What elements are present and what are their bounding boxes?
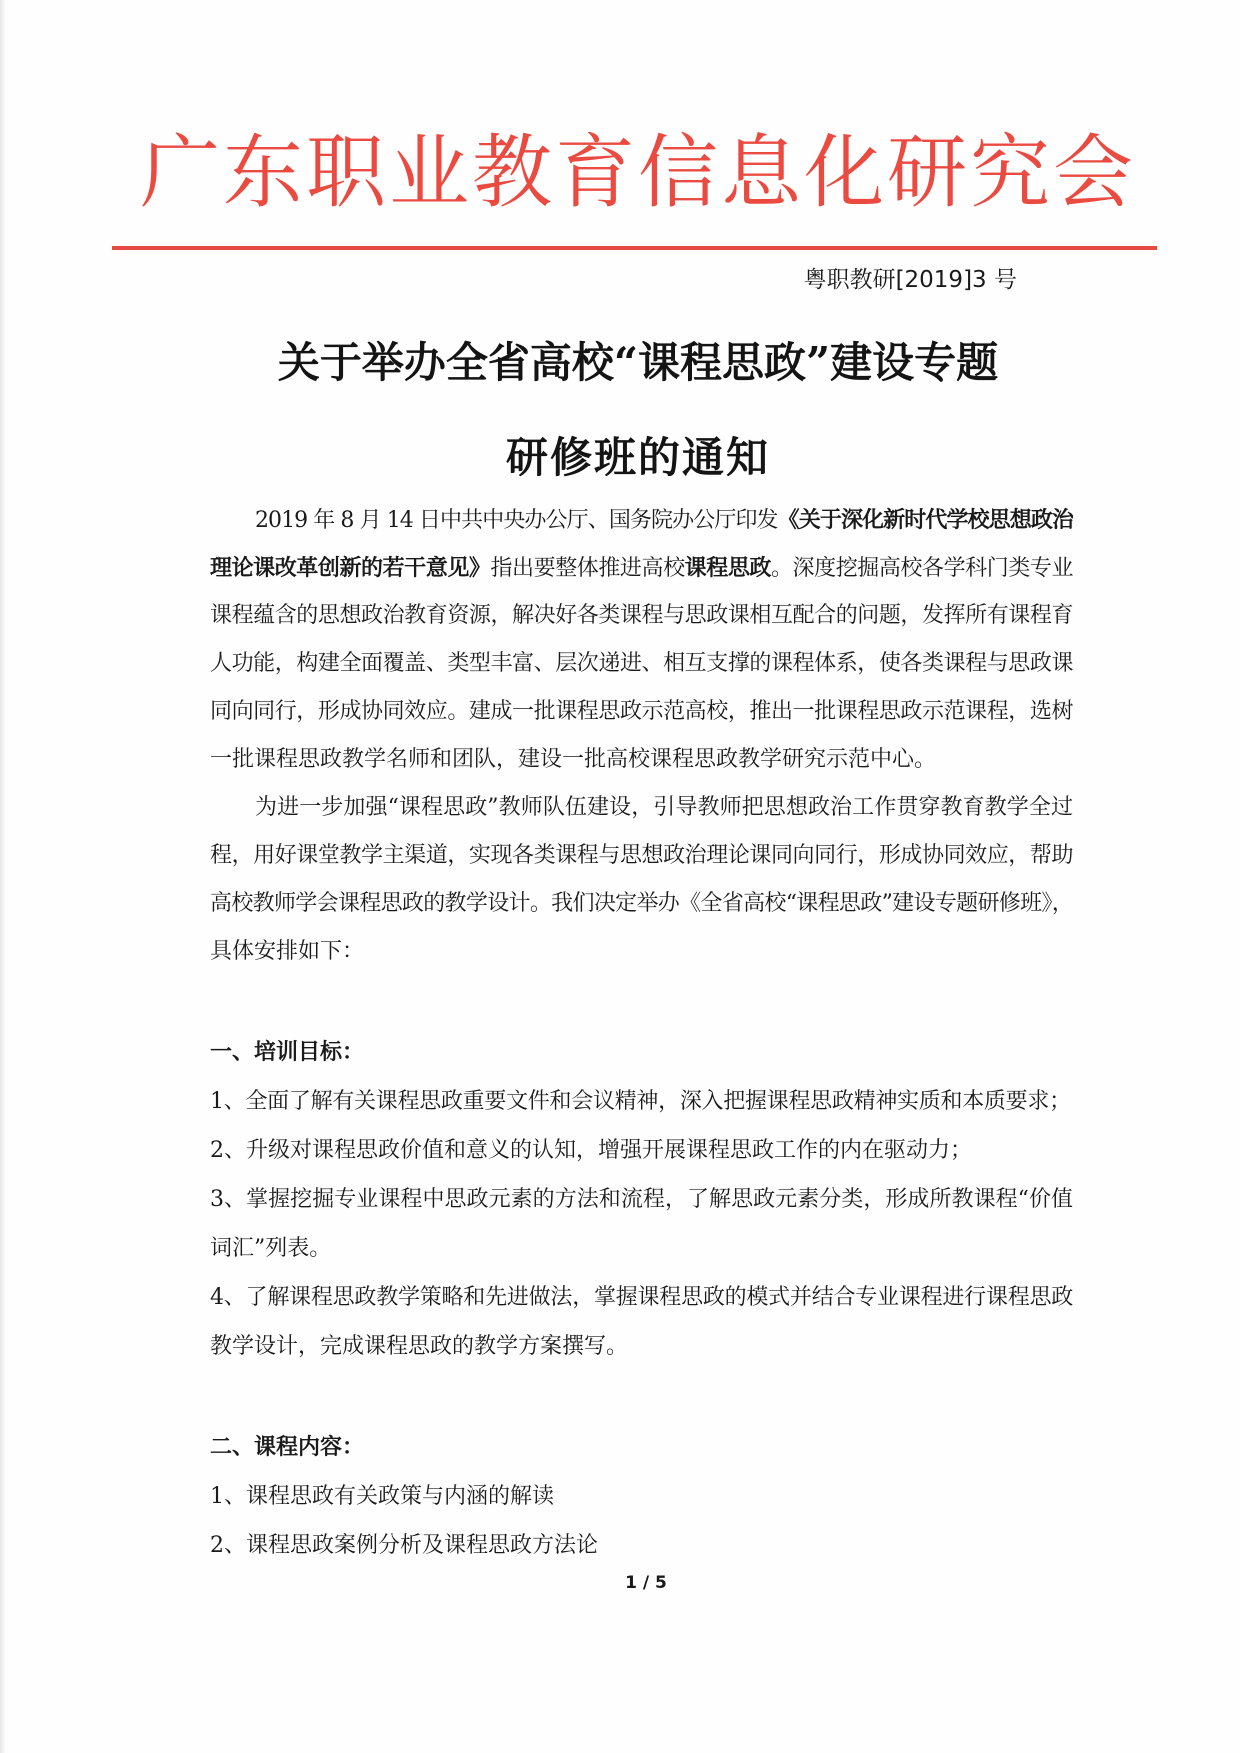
text-line (210, 1521, 1073, 1570)
text-line (210, 592, 1073, 640)
text-segment: 3、掌握挖掘专业课程中思政元素的方法和流程，了解思政元素分类，形成所教课程“价值 (210, 1187, 1073, 1212)
bold-text: 《关于深化新时代学校思想政治 (777, 507, 1073, 533)
text-line (210, 1322, 1073, 1371)
letterhead-organization-name: 广东职业教育信息化研究会 (140, 126, 1136, 219)
text-line (210, 880, 1073, 928)
text-segment: 4、了解课程思政教学策略和先进做法，掌握课程思政的模式并结合专业课程进行课程思政 (210, 1285, 1073, 1310)
letterhead-red-rule (112, 246, 1157, 250)
text-line (210, 1224, 1073, 1273)
text-segment: 具体安排如下： (210, 939, 365, 964)
text-segment: 2019 年 8 月 14 日中共中央办公厅、国务院办公厅印发 (255, 508, 778, 533)
document-body (210, 496, 1073, 1570)
bold-text: 课程思政 (684, 555, 771, 581)
list-item (210, 1126, 1073, 1175)
text-line (210, 496, 1073, 544)
text-line (210, 1472, 1073, 1521)
text-segment: 一批课程思政教学名师和团队，建设一批高校课程思政教学研究示范中心。 (210, 747, 937, 772)
list-item (210, 1273, 1073, 1371)
list-item (210, 1521, 1073, 1570)
section-heading: 二、课程内容： (210, 1434, 365, 1460)
list-item (210, 1472, 1073, 1521)
text-segment: 课程蕴含的思想政治教育资源，解决好各类课程与思政课相互配合的问题，发挥所有课程育 (210, 603, 1073, 628)
document-number: 粤职教研[2019]3 号 (803, 267, 1017, 293)
text-segment: 2、课程思政案例分析及课程思政方法论 (210, 1533, 598, 1558)
text-line (210, 1126, 1073, 1175)
section-block (210, 1423, 1073, 1570)
text-line (210, 1273, 1073, 1322)
text-segment: 1、课程思政有关政策与内涵的解读 (210, 1484, 554, 1509)
bold-text: 理论课改革创新的若干意见》 (210, 555, 491, 581)
text-segment: 高校教师学会课程思政的教学设计。我们决定举办《全省高校“课程思政”建设专题研修班》， (210, 891, 1073, 916)
page-number: 1 / 5 (625, 1573, 667, 1593)
text-segment: 为进一步加强“课程思政”教师队伍建设，引导教师把思想政治工作贯穿教育教学全过 (255, 795, 1073, 820)
scan-edge-shadow (0, 0, 6, 1753)
text-line (210, 688, 1073, 736)
intro-paragraph (210, 784, 1073, 976)
text-segment: 。深度挖掘高校各学科门类专业 (770, 556, 1073, 581)
section-block (210, 1028, 1073, 1371)
text-segment: 2、升级对课程思政价值和意义的认知，增强开展课程思政工作的内在驱动力； (210, 1138, 972, 1163)
list-item (210, 1077, 1073, 1126)
text-segment: 1、全面了解有关课程思政重要文件和会议精神，深入把握课程思政精神实质和本质要求； (210, 1089, 1071, 1114)
text-segment: 同向同行，形成协同效应。建成一批课程思政示范高校，推出一批课程思政示范课程，选树 (210, 699, 1073, 724)
text-line (210, 832, 1073, 880)
text-line (210, 1175, 1073, 1224)
notice-title-line-1: 关于举办全省高校“课程思政”建设专题 (277, 338, 999, 387)
text-segment: 词汇”列表。 (210, 1236, 332, 1261)
text-segment: 指出要整体推进高校 (490, 556, 685, 581)
text-line (210, 1077, 1073, 1126)
text-line (210, 928, 1073, 976)
intro-paragraph (210, 496, 1073, 784)
list-item (210, 1175, 1073, 1273)
text-line (210, 640, 1073, 688)
text-segment: 教学设计，完成课程思政的教学方案撰写。 (210, 1334, 629, 1359)
notice-title-line-2: 研修班的通知 (505, 433, 770, 482)
text-line (210, 736, 1073, 784)
text-segment: 人功能，构建全面覆盖、类型丰富、层次递进、相互支撑的课程体系，使各类课程与思政课 (210, 651, 1073, 676)
section-heading: 一、培训目标： (210, 1039, 365, 1065)
text-segment: 程，用好课堂教学主渠道，实现各类课程与思想政治理论课同向同行，形成协同效应，帮助 (210, 843, 1073, 868)
text-line (210, 784, 1073, 832)
text-line (210, 544, 1073, 592)
